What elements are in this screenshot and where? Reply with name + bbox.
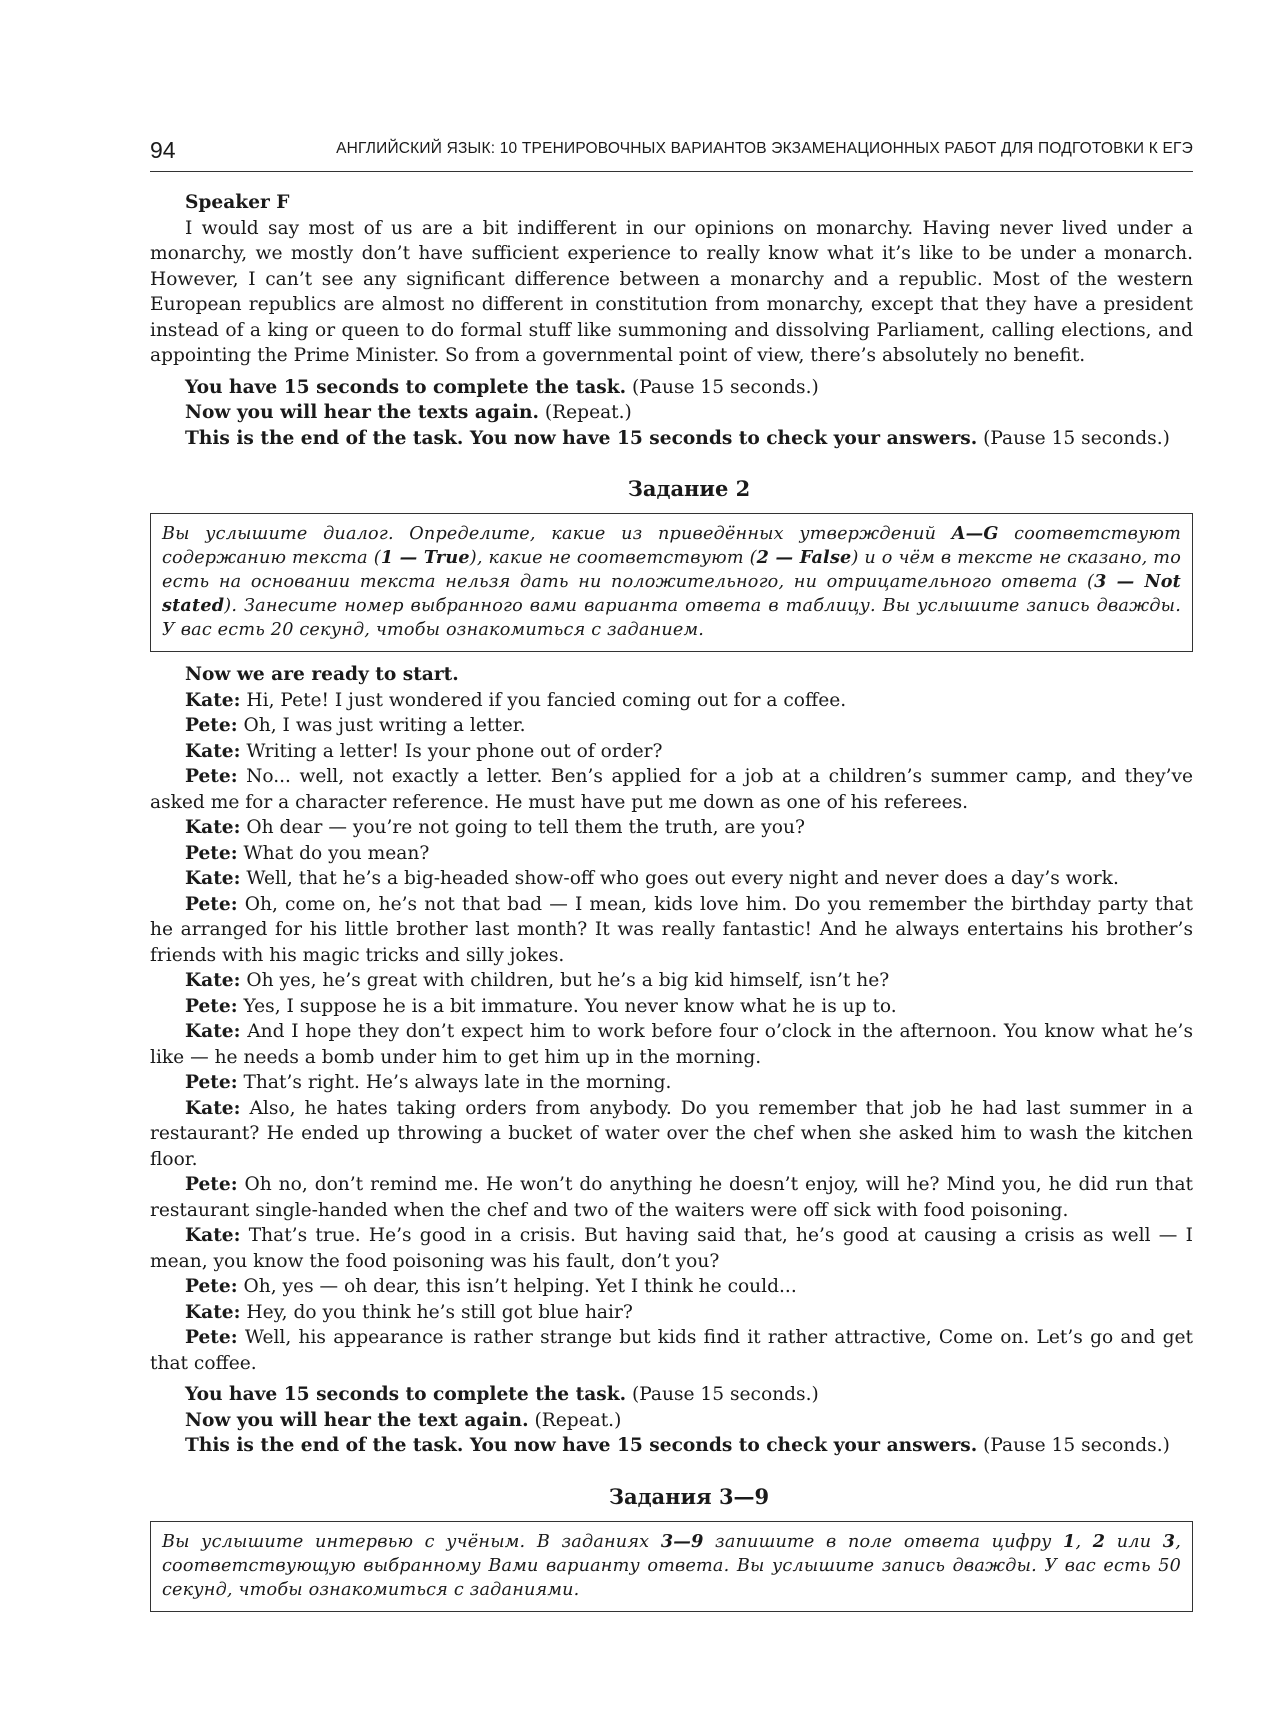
dialogue-line: Kate: Hey, do you think he’s still got blue hair? [185,1301,633,1323]
task-2-title: Задание 2 [627,476,751,501]
dialogue-line: Pete: Oh, come on, he’s not that bad — I mean, kids love him. Do you remember the birthday party that he arranged for his little brother last month? It was really fantastic! And he always entertains his brother’s friends with his magic tricks and silly jokes. [150,893,1193,966]
dialogue-start: Now we are ready to start. [185,664,459,685]
dialogue-line: Pete: No... well, not exactly a letter. Ben’s applied for a job at a children’s summer camp, and they’ve asked me for a character reference. He must have put me down as one of his referees. [150,766,1193,813]
dialogue-line: Pete: Well, his appearance is rather strange but kids find it rather attractive, Come on. Let’s go and get that coffee. [150,1327,1193,1374]
instruction-line: Now you will hear the texts again. (Repeat.) [185,402,632,423]
instruction-line: This is the end of the task. You now have 15 seconds to check your answers. (Pause 15 seconds.) [185,427,1170,449]
page-content [150,190,1193,1612]
instruction-line: Now you will hear the text again. (Repeat.) [185,1409,622,1431]
dialogue-line: Pete: That’s right. He’s always late in the morning. [185,1072,672,1093]
dialogue-line: Kate: That’s true. He’s good in a crisis. But having said that, he’s good at causing a crisis as well — I mean, you know the food poisoning was his fault, don’t you? [150,1225,1193,1272]
speaker-f-text: I would say most of us are a bit indifferent in our opinions on monarchy. Having never lived under a monarchy, we mostly don’t have sufficient experience to really know what it’s like to be under a monarch. However, I can’t see any significant difference between a monarchy and a republic. Most of the western European republics are almost no different in constitution from monarchy, except that they have a president instead of a king or queen to do formal stuff like summoning and dissolving Parliament, calling elections, and appointing the Prime Minister. So from a governmental point of view, there’s absolutely no benefit. [150,217,1193,366]
dialogue-line: Pete: Oh no, don’t remind me. He won’t do anything he doesn’t enjoy, will he? Mind you, he did run that restaurant single-handed when the chef and two of the waiters were off sick with food poisoning. [150,1174,1193,1221]
speaker-f-heading: Speaker F [185,192,290,213]
dialogue-line: Kate: Writing a letter! Is your phone out of order? [185,740,663,762]
dialogue-line: Pete: Yes, I suppose he is a bit immature. You never know what he is up to. [185,995,897,1017]
dialogue-line: Kate: Also, he hates taking orders from anybody. Do you remember that job he had last summer in a restaurant? He ended up throwing a bucket of water over the chef when she asked him to wash the kitchen floor. [150,1097,1193,1170]
dialogue-line: Kate: And I hope they don’t expect him to work before four o’clock in the afternoon. You know what he’s like — he needs a bomb under him to get him up in the morning. [150,1021,1193,1068]
dialogue-line: Kate: Oh yes, he’s great with children, but he’s a big kid himself, isn’t he? [185,970,890,991]
dialogue [150,688,1193,1377]
dialogue-line: Kate: Oh dear — you’re not going to tell them the truth, are you? [185,817,805,838]
dialogue-line: Pete: Oh, I was just writing a letter. [185,715,526,736]
instruction-line: You have 15 seconds to complete the task. (Pause 15 seconds.) [185,1384,819,1405]
instruction-line: You have 15 seconds to complete the task. (Pause 15 seconds.) [185,376,819,398]
running-title: АНГЛИЙСКИЙ ЯЗЫК: 10 ТРЕНИРОВОЧНЫХ ВАРИАНТОВ ЭКЗАМЕНАЦИОННЫХ РАБОТ ДЛЯ ПОДГОТОВКИ К ЕГЭ [336,140,1193,157]
instruction-line: This is the end of the task. You now have 15 seconds to check your answers. (Pause 15 seconds.) [185,1435,1170,1456]
task-3-9-instructions-box: Вы услышите интервью с учёным. В заданиях 3—9 запишите в поле ответа цифру 1, 2 или 3, соответствующую выбранному Вами варианту ответа. Вы услышите запись дважды. У вас есть 50 секунд, чтобы ознакомиться с заданиями. [150,1521,1193,1612]
dialogue-line: Kate: Hi, Pete! I just wondered if you fancied coming out for a coffee. [185,689,847,711]
page-header [150,133,1193,172]
dialogue-line: Pete: Oh, yes — oh dear, this isn’t helping. Yet I think he could... [185,1276,797,1297]
dialogue-line: Kate: Well, that he’s a big-headed show-off who goes out every night and never does a day’s work. [185,868,1119,889]
page-number: 94 [150,137,176,163]
task-2-instructions-box: Вы услышите диалог. Определите, какие из приведённых утверждений A—G соответствуют содержанию текста (1 — True), какие не соответствуют (2 — False) и о чём в тексте не сказано, то есть на основании текста нельзя дать ни положительного, ни отрицательного ответа (3 — Not stated). Занесите номер выбранного вами варианта ответа в таблицу. Вы услышите запись дважды. У вас есть 20 секунд, чтобы ознакомиться с заданием. [150,513,1193,652]
dialogue-line: Pete: What do you mean? [185,842,430,864]
task-3-9-title: Задания 3—9 [608,1483,770,1509]
